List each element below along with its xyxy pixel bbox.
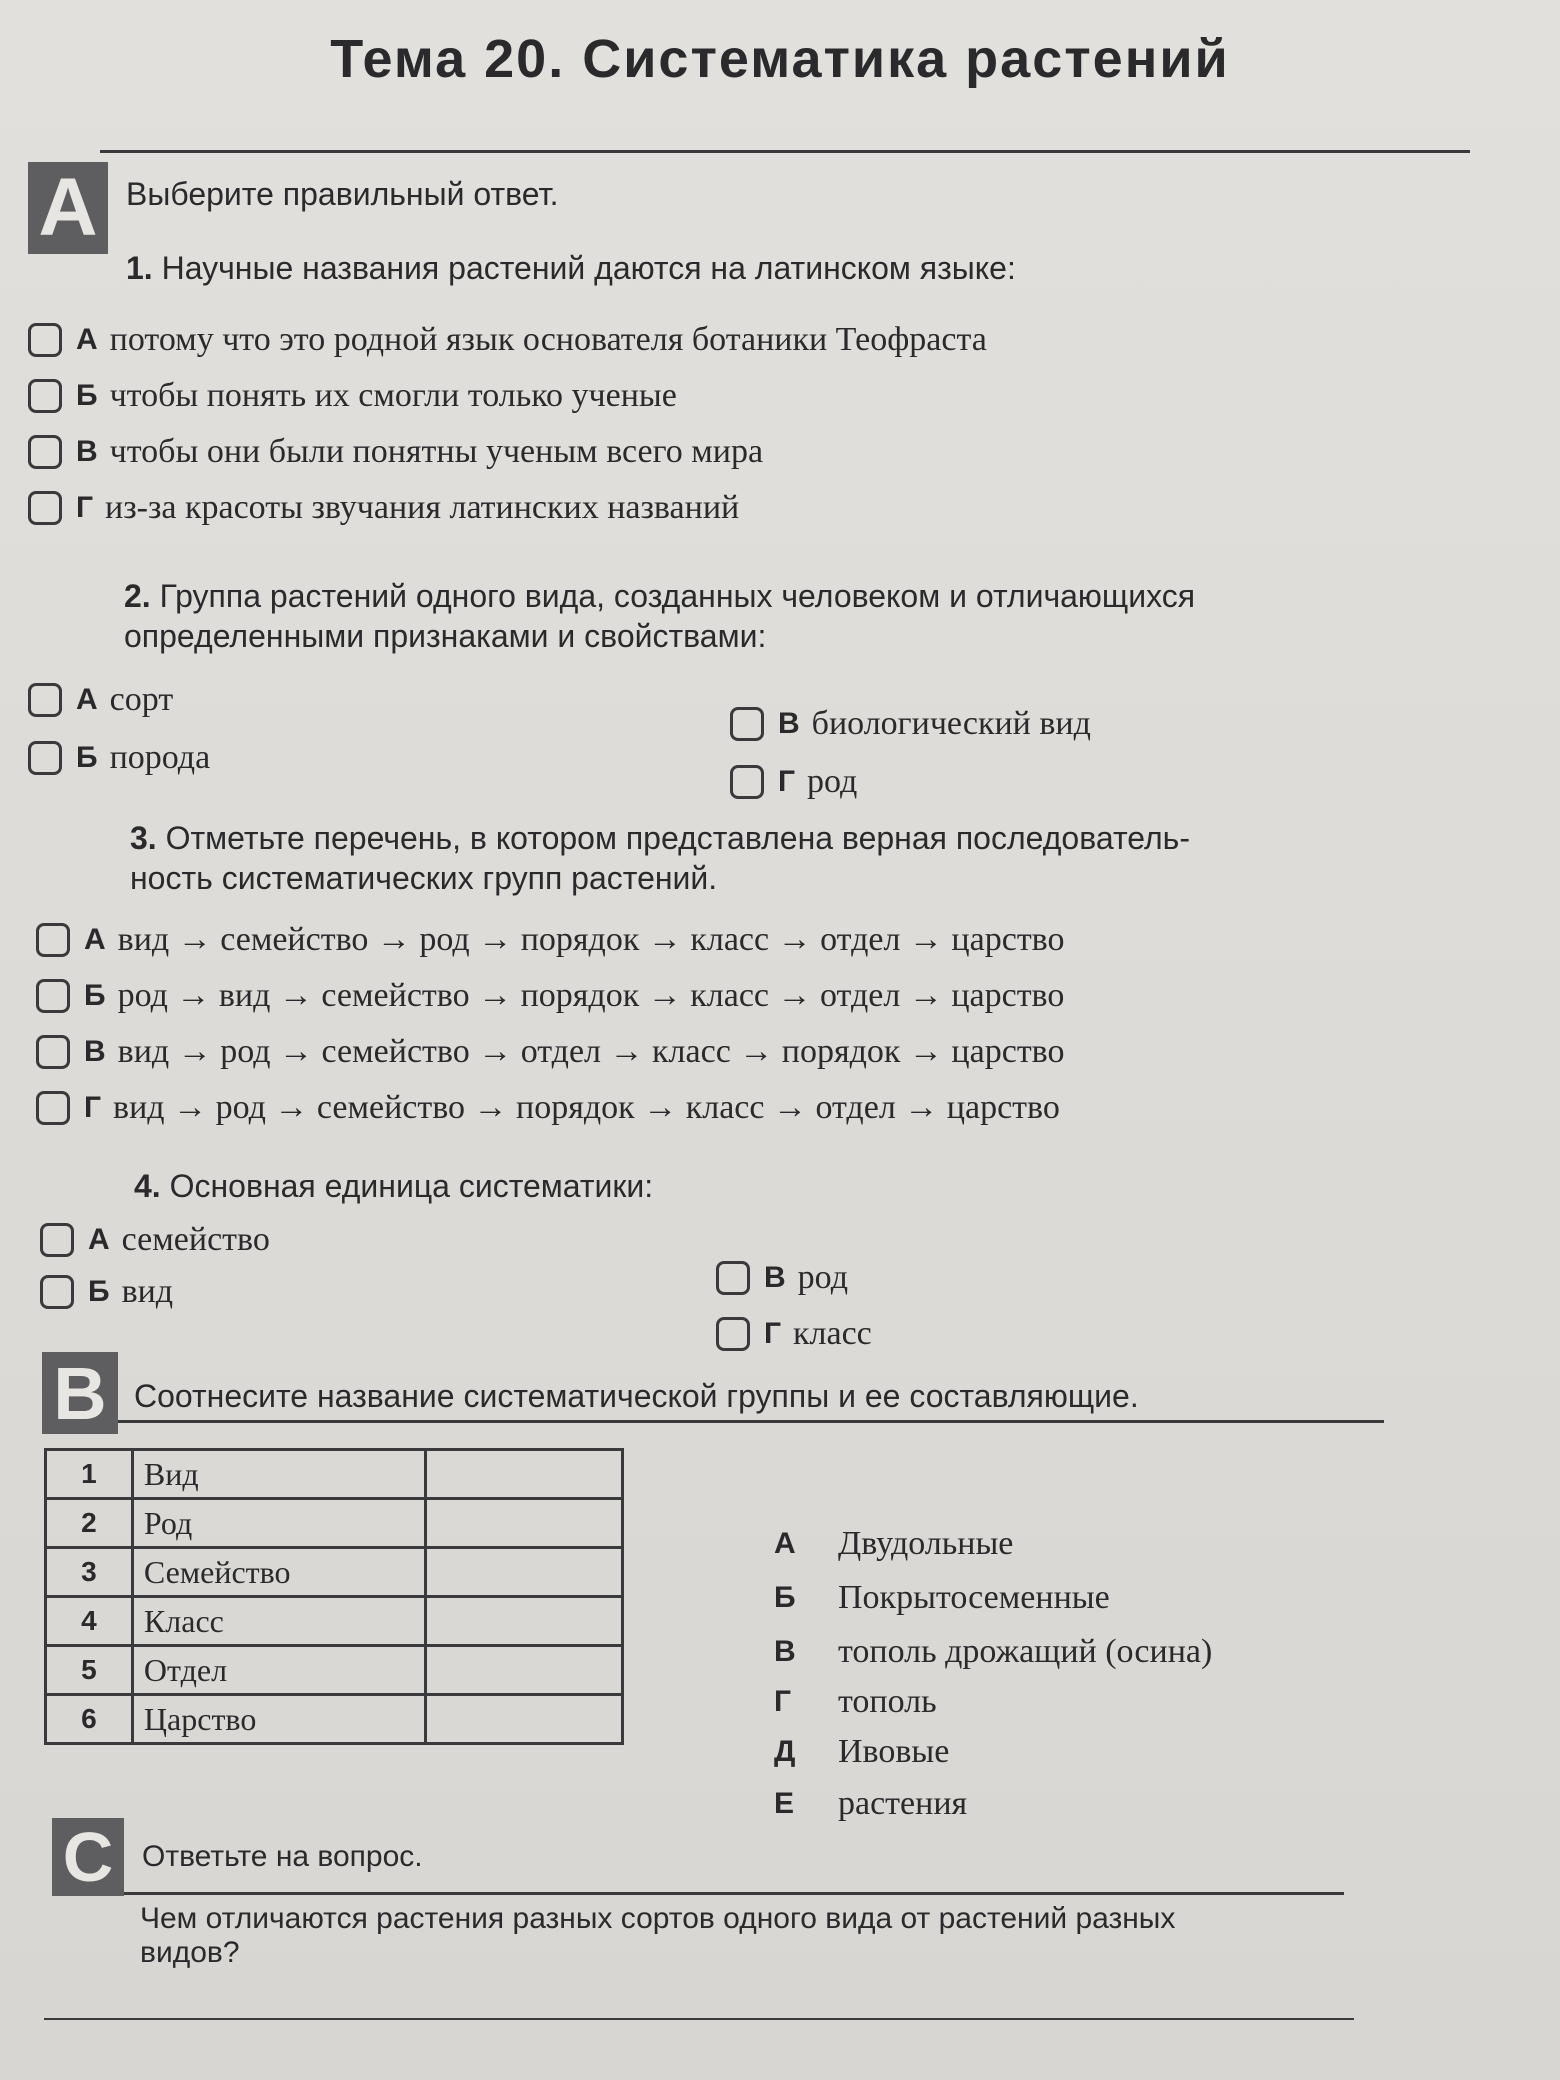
option-text: вид → род → семейство → порядок → класс → отдел → царство xyxy=(113,1089,1060,1126)
answer-cell[interactable] xyxy=(425,1548,622,1597)
option-text: вид xyxy=(121,1273,174,1310)
option-letter: Б xyxy=(76,379,98,412)
checkbox[interactable] xyxy=(28,491,62,525)
answer-cell[interactable] xyxy=(425,1597,622,1646)
option-text: род → вид → семейство → порядок → класс → отдел → царство xyxy=(117,977,1065,1014)
table-row xyxy=(46,1450,623,1499)
checkbox[interactable] xyxy=(28,323,62,357)
row-name: Класс xyxy=(132,1597,425,1646)
question-text-line-1: Чем отличаются растения разных сортов одного вида от растений разных xyxy=(140,1902,1176,1935)
option-letter: А xyxy=(84,923,106,956)
table-row xyxy=(46,1646,623,1695)
question-number: 4. xyxy=(134,1168,161,1204)
question-text-line-1: Группа растений одного вида, созданных человеком и отличающихся xyxy=(159,578,1196,614)
row-name: Род xyxy=(132,1499,425,1548)
answer-option-d xyxy=(774,1678,937,1726)
option-letter: Г xyxy=(778,765,796,798)
matching-table xyxy=(44,1448,624,1745)
table-row xyxy=(46,1499,623,1548)
option-text: сорт xyxy=(109,681,174,718)
answer-letter: А xyxy=(774,1527,796,1560)
option-text: потому что это родной язык основателя ботаники Теофраста xyxy=(109,321,987,358)
question-3 xyxy=(130,818,1460,898)
option-letter: Г xyxy=(76,491,94,524)
answer-text: Ивовые xyxy=(838,1733,950,1770)
row-name: Вид xyxy=(132,1450,425,1499)
answer-text: тополь xyxy=(838,1683,937,1720)
q2-option-b[interactable] xyxy=(28,734,210,782)
question-text-line-1: Отметьте перечень, в котором представлена верная последователь- xyxy=(165,820,1190,856)
option-text: чтобы они были понятны ученым всего мира xyxy=(109,433,764,470)
checkbox[interactable] xyxy=(28,741,62,775)
option-letter: Б xyxy=(88,1275,110,1308)
question-4 xyxy=(134,1166,653,1206)
question-text-line-2: ность систематических групп растений. xyxy=(130,860,718,896)
q3-option-c[interactable] xyxy=(36,1028,1065,1076)
question-1 xyxy=(126,248,1016,288)
option-letter: А xyxy=(76,683,98,716)
section-a-instruction: Выберите правильный ответ. xyxy=(126,176,559,212)
question-text-line-2: видов? xyxy=(140,1936,240,1969)
table-row xyxy=(46,1695,623,1744)
option-letter: Б xyxy=(84,979,106,1012)
row-number: 4 xyxy=(46,1597,133,1646)
checkbox[interactable] xyxy=(36,1035,70,1069)
row-number: 5 xyxy=(46,1646,133,1695)
option-text: чтобы понять их смогли только ученые xyxy=(109,377,677,414)
q1-option-b[interactable] xyxy=(28,372,677,420)
answer-text: Двудольные xyxy=(838,1525,1014,1562)
row-number: 3 xyxy=(46,1548,133,1597)
checkbox[interactable] xyxy=(730,765,764,799)
option-text: семейство xyxy=(121,1221,270,1258)
answer-option-f xyxy=(774,1780,967,1828)
q4-option-c[interactable] xyxy=(716,1254,848,1302)
option-letter: В xyxy=(84,1035,106,1068)
question-text: Научные названия растений даются на латинском языке: xyxy=(161,250,1016,286)
section-b-badge: B xyxy=(42,1352,118,1434)
table-row xyxy=(46,1548,623,1597)
section-b-divider xyxy=(118,1420,1384,1423)
row-number: 6 xyxy=(46,1695,133,1744)
question-2 xyxy=(124,576,1454,656)
q1-option-a[interactable] xyxy=(28,316,987,364)
option-text: класс xyxy=(793,1315,872,1352)
option-letter: В xyxy=(764,1261,786,1294)
checkbox[interactable] xyxy=(716,1261,750,1295)
option-letter: Б xyxy=(76,741,98,774)
q3-option-b[interactable] xyxy=(36,972,1064,1020)
question-text-line-2: определенными признаками и свойствами: xyxy=(124,618,767,654)
section-c-question xyxy=(140,1902,1400,1970)
checkbox[interactable] xyxy=(36,1091,70,1125)
option-text: род xyxy=(797,1259,848,1296)
checkbox[interactable] xyxy=(28,379,62,413)
row-name: Царство xyxy=(132,1695,425,1744)
option-text: из-за красоты звучания латинских названий xyxy=(105,489,740,526)
checkbox[interactable] xyxy=(40,1223,74,1257)
answer-option-a xyxy=(774,1520,1013,1568)
q3-option-a[interactable] xyxy=(36,916,1065,964)
section-c-badge: C xyxy=(52,1818,124,1896)
question-number: 2. xyxy=(124,578,151,614)
q2-option-a[interactable] xyxy=(28,676,173,724)
question-text: Основная единица систематики: xyxy=(169,1168,654,1204)
q3-option-d[interactable] xyxy=(36,1084,1060,1132)
q2-option-c[interactable] xyxy=(730,700,1091,748)
answer-letter: В xyxy=(774,1635,796,1668)
option-letter: В xyxy=(76,435,98,468)
option-letter: В xyxy=(778,707,800,740)
answer-cell[interactable] xyxy=(425,1499,622,1548)
option-letter: А xyxy=(76,323,98,356)
checkbox[interactable] xyxy=(28,683,62,717)
q1-option-c[interactable] xyxy=(28,428,763,476)
section-a-badge: A xyxy=(28,162,108,254)
answer-option-b xyxy=(774,1574,1110,1622)
checkbox[interactable] xyxy=(28,435,62,469)
checkbox[interactable] xyxy=(40,1275,74,1309)
row-name: Семейство xyxy=(132,1548,425,1597)
question-number: 3. xyxy=(130,820,157,856)
answer-letter: Д xyxy=(774,1735,796,1768)
option-letter: Г xyxy=(764,1317,782,1350)
checkbox[interactable] xyxy=(36,923,70,957)
answer-option-c xyxy=(774,1628,1212,1676)
option-text: биологический вид xyxy=(811,705,1091,742)
q4-option-b[interactable] xyxy=(40,1268,173,1316)
row-number: 1 xyxy=(46,1450,133,1499)
row-number: 2 xyxy=(46,1499,133,1548)
page-title: Тема 20. Систематика растений xyxy=(330,29,1230,89)
option-text: вид → семейство → род → порядок → класс → отдел → царство xyxy=(117,921,1065,958)
checkbox[interactable] xyxy=(36,979,70,1013)
answer-option-e xyxy=(774,1728,949,1776)
title-divider xyxy=(100,150,1470,153)
row-name: Отдел xyxy=(132,1646,425,1695)
answer-letter: Е xyxy=(774,1787,795,1820)
section-b-instruction: Соотнесите название систематической группы и ее составляющие. xyxy=(134,1378,1139,1414)
checkbox[interactable] xyxy=(716,1317,750,1351)
section-c-divider xyxy=(124,1892,1344,1895)
answer-text: Покрытосеменные xyxy=(838,1579,1110,1616)
answer-cell[interactable] xyxy=(425,1450,622,1499)
q2-option-d[interactable] xyxy=(730,758,857,806)
option-text: порода xyxy=(109,739,211,776)
answer-cell[interactable] xyxy=(425,1646,622,1695)
option-text: род xyxy=(807,763,858,800)
q1-option-d[interactable] xyxy=(28,484,739,532)
option-letter: А xyxy=(88,1223,110,1256)
question-number: 1. xyxy=(126,250,153,286)
q4-option-d[interactable] xyxy=(716,1310,872,1358)
q4-option-a[interactable] xyxy=(40,1216,270,1264)
answer-letter: Г xyxy=(774,1685,792,1718)
checkbox[interactable] xyxy=(730,707,764,741)
answer-cell[interactable] xyxy=(425,1695,622,1744)
answer-letter: Б xyxy=(774,1581,796,1614)
answer-text: растения xyxy=(838,1785,968,1822)
table-row xyxy=(46,1597,623,1646)
option-text: вид → род → семейство → отдел → класс → порядок → царство xyxy=(117,1033,1065,1070)
answer-text: тополь дрожащий (осина) xyxy=(838,1633,1213,1670)
option-letter: Г xyxy=(84,1091,102,1124)
answer-line[interactable] xyxy=(44,2018,1354,2020)
section-c-instruction: Ответьте на вопрос. xyxy=(142,1840,423,1873)
